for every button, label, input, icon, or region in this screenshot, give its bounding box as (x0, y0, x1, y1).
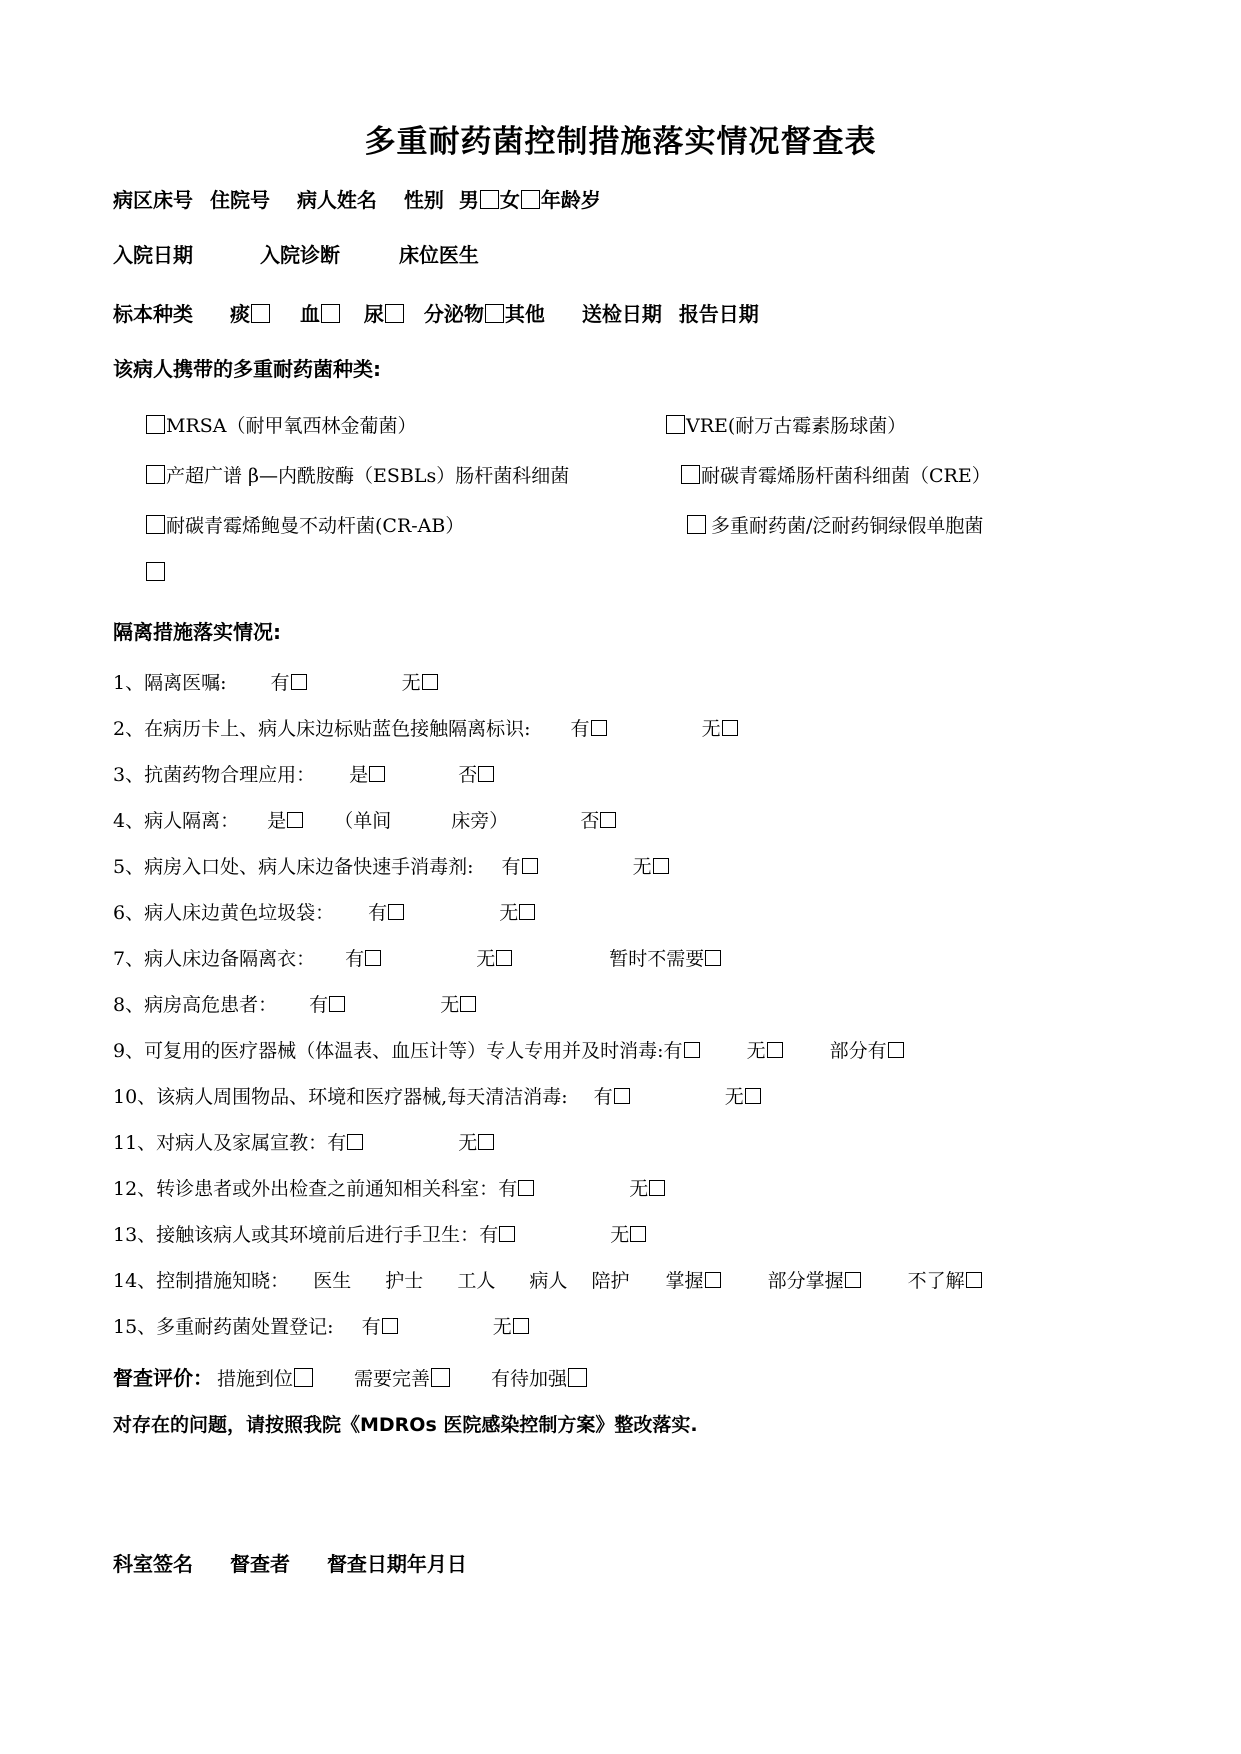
eval-checkbox-improve[interactable] (431, 1368, 450, 1387)
opt-label: 无 (499, 902, 519, 924)
opt-label: 掌握 (665, 1270, 704, 1292)
item-text: 14、控制措施知晓： (113, 1270, 290, 1292)
blank-checkbox[interactable] (146, 562, 165, 581)
eval-opt-label: 措施到位 (217, 1368, 294, 1390)
item-text: 13、接触该病人或其环境前后进行手卫生： (113, 1224, 480, 1246)
opt-checkbox[interactable] (347, 1134, 363, 1150)
inspect-date-label: 督查日期年月日 (326, 1552, 467, 1576)
blood-checkbox[interactable] (321, 304, 340, 323)
urine-checkbox[interactable] (385, 304, 404, 323)
item-text: 1、隔离医嘱: (113, 672, 227, 694)
opt-checkbox[interactable] (522, 858, 538, 874)
isolation-item-6 (113, 898, 536, 925)
opt-label: 有 (479, 1224, 499, 1246)
mdro-option-esbls[interactable] (145, 461, 569, 488)
opt-label: 床旁） (451, 810, 509, 832)
opt-checkbox[interactable] (460, 996, 476, 1012)
sputum-checkbox[interactable] (251, 304, 270, 323)
isolation-item-2 (113, 714, 739, 741)
footer-row (113, 1548, 467, 1577)
opt-checkbox[interactable] (722, 720, 738, 736)
opt-label: 否 (580, 810, 600, 832)
isolation-item-13 (113, 1220, 647, 1247)
opt-label: 无 (629, 1178, 649, 1200)
isolation-item-5 (113, 852, 670, 879)
isolation-item-15 (113, 1312, 530, 1339)
report-date-label: 报告日期 (678, 302, 759, 326)
opt-label: 陪护 (591, 1270, 630, 1292)
isolation-item-9 (113, 1036, 905, 1063)
opt-checkbox[interactable] (496, 950, 512, 966)
opt-label: 有 (498, 1178, 518, 1200)
opt-checkbox[interactable] (478, 766, 494, 782)
opt-label: 有 (361, 1316, 381, 1338)
opt-checkbox[interactable] (630, 1226, 646, 1242)
mrsa-label: MRSA（耐甲氧西林金葡菌） (166, 415, 417, 437)
opt-checkbox[interactable] (388, 904, 404, 920)
opt-checkbox[interactable] (705, 950, 721, 966)
admit-diagnosis-label: 入院诊断 (259, 243, 340, 267)
mdro-option-vre[interactable] (665, 411, 906, 438)
item-text: 5、病房入口处、病人床边备快速手消毒剂: (113, 856, 474, 878)
opt-label: 有 (270, 672, 290, 694)
item-text: 6、病人床边黄色垃圾袋： (113, 902, 335, 924)
opt-label: 是 (267, 810, 287, 832)
opt-label: 无 (632, 856, 652, 878)
opt-label: 是 (349, 764, 369, 786)
cre-checkbox[interactable] (681, 465, 700, 484)
item-text: 9、可复用的医疗器械（体温表、血压计等）专人专用并及时消毒: (113, 1040, 664, 1062)
opt-label: 工人 (457, 1270, 496, 1292)
mdro-option-blank[interactable] (145, 562, 166, 584)
isolation-heading: 隔离措施落实情况: (113, 620, 281, 644)
opt-label: 有 (309, 994, 329, 1016)
opt-label: 无 (440, 994, 460, 1016)
opt-label: 否 (458, 764, 478, 786)
opt-checkbox[interactable] (767, 1042, 783, 1058)
header-row-1 (113, 184, 601, 213)
urine-label: 尿 (363, 302, 384, 326)
isolation-item-8 (113, 990, 477, 1017)
mdro-option-cre[interactable] (680, 461, 991, 488)
pa-checkbox[interactable] (687, 515, 706, 534)
opt-checkbox[interactable] (422, 674, 438, 690)
male-checkbox[interactable] (480, 190, 499, 209)
eval-checkbox-adequate[interactable] (294, 1368, 313, 1387)
female-label: 女 (499, 188, 520, 212)
item-text: 2、在病历卡上、病人床边标贴蓝色接触隔离标识: (113, 718, 531, 740)
pa-label: 多重耐药菌/泛耐药铜绿假单胞菌 (711, 515, 984, 537)
item-text: 11、对病人及家属宣教： (113, 1132, 328, 1154)
opt-label: 无 (401, 672, 421, 694)
opt-label: 无 (492, 1316, 512, 1338)
opt-checkbox[interactable] (705, 1272, 721, 1288)
sputum-label: 痰 (229, 302, 250, 326)
isolation-item-14 (113, 1266, 983, 1293)
age-label: 年龄岁 (540, 188, 601, 212)
send-date-label: 送检日期 (581, 302, 662, 326)
evaluation-row (113, 1362, 588, 1391)
opt-checkbox[interactable] (591, 720, 607, 736)
isolation-item-3 (113, 760, 495, 787)
male-label: 男 (458, 188, 479, 212)
eval-opt-label: 需要完善 (354, 1368, 431, 1390)
isolation-item-12 (113, 1174, 666, 1201)
opt-checkbox[interactable] (519, 904, 535, 920)
opt-label: 无 (746, 1040, 766, 1062)
opt-checkbox[interactable] (499, 1226, 515, 1242)
opt-label: 无 (701, 718, 721, 740)
opt-label: 病人 (529, 1270, 568, 1292)
mdro-option-pa[interactable] (686, 511, 983, 538)
opt-checkbox[interactable] (382, 1318, 398, 1334)
eval-opt-label: 有待加强 (491, 1368, 568, 1390)
opt-checkbox[interactable] (845, 1272, 861, 1288)
mdro-option-mrsa[interactable] (145, 411, 417, 438)
isolation-item-11 (113, 1128, 495, 1155)
opt-label: 无 (610, 1224, 630, 1246)
admission-no-label: 住院号 (209, 188, 270, 212)
opt-label: 有 (663, 1040, 683, 1062)
item-text: 12、转诊患者或外出检查之前通知相关科室： (113, 1178, 499, 1200)
opt-label: 医生 (313, 1270, 352, 1292)
mrsa-checkbox[interactable] (146, 415, 165, 434)
item-text: 7、病人床边备隔离衣： (113, 948, 316, 970)
opt-checkbox[interactable] (369, 766, 385, 782)
opt-label: 无 (724, 1086, 744, 1108)
opt-checkbox[interactable] (684, 1042, 700, 1058)
opt-label: 有 (327, 1132, 347, 1154)
gender-label: 性别 (403, 188, 444, 212)
opt-label: （单间 (334, 810, 392, 832)
other-label: 其他 (504, 302, 545, 326)
eval-checkbox-strengthen[interactable] (568, 1368, 587, 1387)
opt-checkbox[interactable] (888, 1042, 904, 1058)
dept-sign-label: 科室签名 (113, 1552, 193, 1576)
evaluation-label: 督查评价： (113, 1366, 213, 1390)
opt-checkbox[interactable] (478, 1134, 494, 1150)
opt-label: 部分有 (829, 1040, 887, 1062)
header-row-2 (113, 239, 479, 268)
opt-checkbox[interactable] (653, 858, 669, 874)
admit-date-label: 入院日期 (113, 243, 193, 267)
opt-checkbox[interactable] (329, 996, 345, 1012)
opt-label: 有 (345, 948, 365, 970)
opt-label: 有 (570, 718, 590, 740)
ward-bed-label: 病区床号 (113, 188, 193, 212)
crab-label: 耐碳青霉烯鲍曼不动杆菌(CR-AB） (166, 515, 465, 537)
vre-label: VRE(耐万古霉素肠球菌） (686, 415, 907, 437)
opt-checkbox[interactable] (513, 1318, 529, 1334)
opt-label: 部分掌握 (767, 1270, 844, 1292)
opt-checkbox[interactable] (291, 674, 307, 690)
opt-checkbox[interactable] (600, 812, 616, 828)
vre-checkbox[interactable] (666, 415, 685, 434)
isolation-item-10 (113, 1082, 762, 1109)
inspector-label: 督查者 (229, 1552, 290, 1576)
opt-label: 有 (368, 902, 388, 924)
opt-label: 有 (501, 856, 521, 878)
opt-label: 暂时不需要 (609, 948, 705, 970)
isolation-item-7 (113, 944, 722, 971)
header-row-3 (113, 298, 759, 327)
opt-label: 无 (458, 1132, 478, 1154)
opt-label: 护士 (385, 1270, 424, 1292)
opt-checkbox[interactable] (614, 1088, 630, 1104)
opt-checkbox[interactable] (365, 950, 381, 966)
specimen-type-label: 标本种类 (113, 302, 193, 326)
page-title: 多重耐药菌控制措施落实情况督查表 (364, 124, 877, 160)
opt-checkbox[interactable] (287, 812, 303, 828)
opt-checkbox[interactable] (966, 1272, 982, 1288)
female-checkbox[interactable] (521, 190, 540, 209)
opt-checkbox[interactable] (745, 1088, 761, 1104)
bed-doctor-label: 床位医生 (398, 243, 479, 267)
mdro-option-crab[interactable] (145, 511, 464, 538)
item-text: 15、多重耐药菌处置登记: (113, 1316, 334, 1338)
opt-label: 无 (476, 948, 496, 970)
opt-checkbox[interactable] (649, 1180, 665, 1196)
cre-label: 耐碳青霉烯肠杆菌科细菌（CRE） (701, 465, 991, 487)
secretion-label: 分泌物 (423, 302, 484, 326)
mdro-heading: 该病人携带的多重耐药菌种类: (113, 357, 381, 381)
item-text: 3、抗菌药物合理应用： (113, 764, 316, 786)
opt-label: 有 (593, 1086, 613, 1108)
patient-name-label: 病人姓名 (296, 188, 377, 212)
isolation-item-4 (113, 806, 617, 833)
crab-checkbox[interactable] (146, 515, 165, 534)
item-text: 10、该病人周围物品、环境和医疗器械,每天清洁消毒: (113, 1086, 568, 1108)
secretion-checkbox[interactable] (485, 304, 504, 323)
blood-label: 血 (299, 302, 320, 326)
item-text: 4、病人隔离： (113, 810, 240, 832)
note-text: 对存在的问题，请按照我院《MDROs 医院感染控制方案》整改落实. (113, 1414, 698, 1436)
opt-checkbox[interactable] (518, 1180, 534, 1196)
esbls-label: 产超广谱 β—内酰胺酶（ESBLs）肠杆菌科细菌 (166, 465, 570, 487)
item-text: 8、病房高危患者： (113, 994, 278, 1016)
esbls-checkbox[interactable] (146, 465, 165, 484)
opt-label: 不了解 (907, 1270, 965, 1292)
isolation-item-1 (113, 668, 439, 695)
